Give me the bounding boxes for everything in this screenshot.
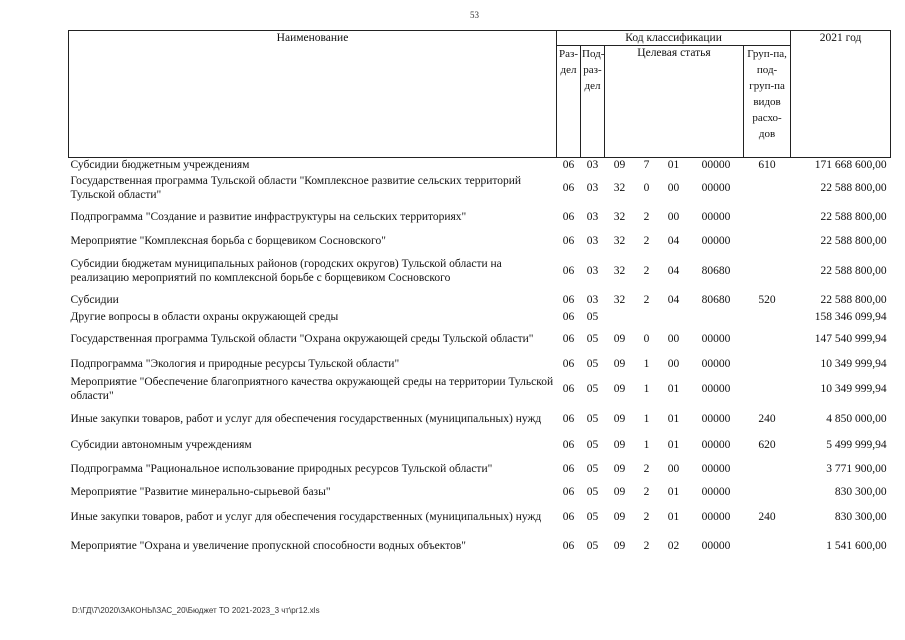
row-vr: 520	[758, 294, 776, 306]
row-cs3: 00	[667, 358, 680, 370]
row-razd: 06	[562, 265, 575, 277]
header-classification: Код классификации	[557, 31, 791, 46]
row-vr	[744, 324, 791, 354]
row-cs2: 1	[643, 439, 650, 451]
row-pod: 03	[586, 294, 599, 306]
row-pod: 05	[586, 439, 599, 451]
table-row	[69, 434, 891, 456]
row-sum: 830 300,00	[834, 486, 887, 498]
row-vr: 620	[758, 439, 776, 451]
row-cs1: 09	[613, 383, 626, 395]
row-name: Мероприятие "Комплексная борьба с борщевиком Сосновского"	[70, 235, 386, 247]
row-cs2: 2	[643, 235, 650, 247]
row-name: Подпрограмма "Экология и природные ресурсы Тульской области"	[70, 358, 400, 370]
table-row	[69, 290, 891, 310]
row-cs1: 09	[613, 159, 626, 171]
row-cs3: 04	[667, 235, 680, 247]
row-razd: 06	[562, 358, 575, 370]
row-pod: 03	[586, 211, 599, 223]
row-cs3: 00	[667, 463, 680, 475]
row-cs4: 00000	[701, 211, 731, 223]
row-pod: 05	[586, 311, 599, 323]
row-vr	[744, 374, 791, 404]
row-name: Субсидии	[70, 294, 119, 306]
row-vr	[744, 532, 791, 560]
row-cs3: 01	[667, 439, 680, 451]
row-pod: 05	[586, 358, 599, 370]
header-target: Целевая статья	[605, 46, 744, 158]
row-vr	[744, 456, 791, 482]
table-row	[69, 482, 891, 502]
row-vr	[744, 354, 791, 374]
row-name: Мероприятие "Развитие минерально-сырьевой базы"	[70, 486, 331, 498]
row-name: Субсидии автономным учреждениям	[70, 439, 252, 451]
row-cs4: 00000	[701, 159, 731, 171]
row-sum: 22 588 800,00	[820, 211, 887, 223]
row-sum: 22 588 800,00	[820, 294, 887, 306]
row-cs2: 1	[643, 358, 650, 370]
row-razd: 06	[562, 413, 575, 425]
row-sum: 4 850 000,00	[826, 413, 887, 425]
row-cs2: 2	[643, 211, 650, 223]
row-vr	[744, 172, 791, 204]
row-sum: 830 300,00	[834, 511, 887, 523]
row-sum: 1 541 600,00	[826, 540, 887, 552]
row-vr: 240	[758, 413, 776, 425]
budget-table	[68, 30, 891, 560]
row-razd: 06	[562, 311, 575, 323]
row-pod: 05	[586, 383, 599, 395]
row-cs4: 00000	[701, 235, 731, 247]
row-pod: 05	[586, 463, 599, 475]
row-pod: 05	[586, 511, 599, 523]
row-razd: 06	[562, 235, 575, 247]
header-year: 2021 год	[791, 31, 891, 158]
table-row	[69, 456, 891, 482]
row-cs4: 00000	[701, 463, 731, 475]
header-podrazdel: Под-раз-дел	[581, 46, 605, 158]
row-name: Другие вопросы в области охраны окружающей среды	[70, 311, 339, 323]
table-row	[69, 324, 891, 354]
table-row	[69, 230, 891, 252]
row-razd: 06	[562, 294, 575, 306]
row-cs2: 2	[643, 486, 650, 498]
row-cs1: 09	[613, 463, 626, 475]
row-razd: 06	[562, 159, 575, 171]
row-name: Субсидии бюджетам муниципальных районов (городских округов) Тульской области на реализацию мероприятий по комплексной борьбе с борщевиком Сосновского	[70, 258, 502, 284]
row-cs3: 01	[667, 486, 680, 498]
row-razd: 06	[562, 182, 575, 194]
row-cs2: 2	[643, 463, 650, 475]
row-cs4: 00000	[701, 383, 731, 395]
row-cs2: 2	[643, 511, 650, 523]
row-cs4: 00000	[701, 540, 731, 552]
row-sum: 22 588 800,00	[820, 182, 887, 194]
row-cs1: 09	[613, 540, 626, 552]
row-cs4	[689, 310, 744, 324]
row-name: Государственная программа Тульской области "Охрана окружающей среды Тульской области"	[70, 333, 534, 345]
row-sum: 158 346 099,94	[814, 311, 887, 323]
row-vr	[744, 310, 791, 324]
row-pod: 05	[586, 333, 599, 345]
row-razd: 06	[562, 211, 575, 223]
row-cs1: 09	[613, 413, 626, 425]
row-pod: 05	[586, 413, 599, 425]
row-cs1: 09	[613, 511, 626, 523]
row-cs1: 09	[613, 439, 626, 451]
row-sum: 10 349 999,94	[820, 383, 887, 395]
row-cs3: 01	[667, 413, 680, 425]
row-sum: 22 588 800,00	[820, 265, 887, 277]
row-razd: 06	[562, 463, 575, 475]
row-vr	[744, 204, 791, 230]
header-name: Наименование	[69, 31, 557, 158]
row-cs1: 09	[613, 486, 626, 498]
row-cs3: 02	[667, 540, 680, 552]
row-cs2	[635, 310, 659, 324]
row-cs3: 04	[667, 265, 680, 277]
row-vr: 610	[758, 159, 776, 171]
header-group: Груп-па, под-груп-па видов расхо-дов	[744, 46, 791, 158]
row-sum: 10 349 999,94	[820, 358, 887, 370]
table-row	[69, 172, 891, 204]
row-sum: 3 771 900,00	[826, 463, 887, 475]
row-cs3: 01	[667, 159, 680, 171]
row-name: Государственная программа Тульской области "Комплексное развитие сельских территорий Тульской области"	[70, 175, 522, 201]
row-cs2: 1	[643, 413, 650, 425]
row-cs1: 32	[613, 182, 626, 194]
row-pod: 05	[586, 486, 599, 498]
row-cs1: 09	[613, 358, 626, 370]
row-sum: 22 588 800,00	[820, 235, 887, 247]
table-row	[69, 310, 891, 324]
row-pod: 03	[586, 159, 599, 171]
row-cs2: 7	[643, 159, 650, 171]
row-cs3	[659, 310, 689, 324]
row-cs4: 00000	[701, 511, 731, 523]
row-cs1	[605, 310, 635, 324]
table-row	[69, 532, 891, 560]
row-cs2: 2	[643, 265, 650, 277]
row-razd: 06	[562, 439, 575, 451]
row-cs1: 32	[613, 211, 626, 223]
row-cs4: 00000	[701, 333, 731, 345]
row-cs2: 2	[643, 540, 650, 552]
row-cs1: 09	[613, 333, 626, 345]
row-cs3: 00	[667, 211, 680, 223]
row-sum: 5 499 999,94	[826, 439, 887, 451]
row-cs2: 2	[643, 294, 650, 306]
row-pod: 03	[586, 265, 599, 277]
row-cs1: 32	[613, 294, 626, 306]
table-body	[69, 158, 891, 561]
row-vr	[744, 252, 791, 290]
row-cs4: 00000	[701, 413, 731, 425]
row-vr	[744, 230, 791, 252]
header-razdel: Раз-дел	[557, 46, 581, 158]
row-cs1: 32	[613, 235, 626, 247]
row-cs3: 04	[667, 294, 680, 306]
row-razd: 06	[562, 333, 575, 345]
row-razd: 06	[562, 511, 575, 523]
row-vr	[744, 482, 791, 502]
row-cs2: 0	[643, 182, 650, 194]
table-row	[69, 204, 891, 230]
row-razd: 06	[562, 486, 575, 498]
row-cs4: 00000	[701, 486, 731, 498]
page-number: 53	[470, 10, 479, 20]
row-sum: 147 540 999,94	[814, 333, 887, 345]
row-name: Подпрограмма "Создание и развитие инфраструктуры на сельских территориях"	[70, 211, 467, 223]
row-name: Мероприятие "Обеспечение благоприятного качества окружающей среды на территории Тульской области"	[70, 376, 554, 402]
row-name: Иные закупки товаров, работ и услуг для обеспечения государственных (муниципальных) нужд	[70, 511, 542, 523]
row-cs4: 80680	[701, 265, 731, 277]
row-cs3: 00	[667, 182, 680, 194]
row-cs3: 00	[667, 333, 680, 345]
row-vr: 240	[758, 511, 776, 523]
table-row	[69, 158, 891, 173]
table-row	[69, 502, 891, 532]
table-row	[69, 374, 891, 404]
row-cs2: 0	[643, 333, 650, 345]
row-name: Иные закупки товаров, работ и услуг для обеспечения государственных (муниципальных) нужд	[70, 413, 542, 425]
row-name: Субсидии бюджетным учреждениям	[70, 159, 250, 171]
row-cs4: 00000	[701, 182, 731, 194]
row-pod: 03	[586, 235, 599, 247]
row-cs1: 32	[613, 265, 626, 277]
row-name: Мероприятие "Охрана и увеличение пропускной способности водных объектов"	[70, 540, 466, 552]
row-pod: 05	[586, 540, 599, 552]
row-cs4: 00000	[701, 358, 731, 370]
row-cs3: 01	[667, 383, 680, 395]
row-cs4: 80680	[701, 294, 731, 306]
row-pod: 03	[586, 182, 599, 194]
row-sum: 171 668 600,00	[814, 159, 887, 171]
row-cs2: 1	[643, 383, 650, 395]
row-razd: 06	[562, 540, 575, 552]
table-row	[69, 404, 891, 434]
file-path-footer: D:\ГД\7\2020\ЗАКОНЫ\ЗАС_20\Бюджет ТО 2021-2023_3 чт\рг12.xls	[72, 606, 320, 615]
row-cs4: 00000	[701, 439, 731, 451]
row-name: Подпрограмма "Рациональное использование природных ресурсов Тульской области"	[70, 463, 493, 475]
table-row	[69, 354, 891, 374]
row-cs3: 01	[667, 511, 680, 523]
row-razd: 06	[562, 383, 575, 395]
table-row	[69, 252, 891, 290]
